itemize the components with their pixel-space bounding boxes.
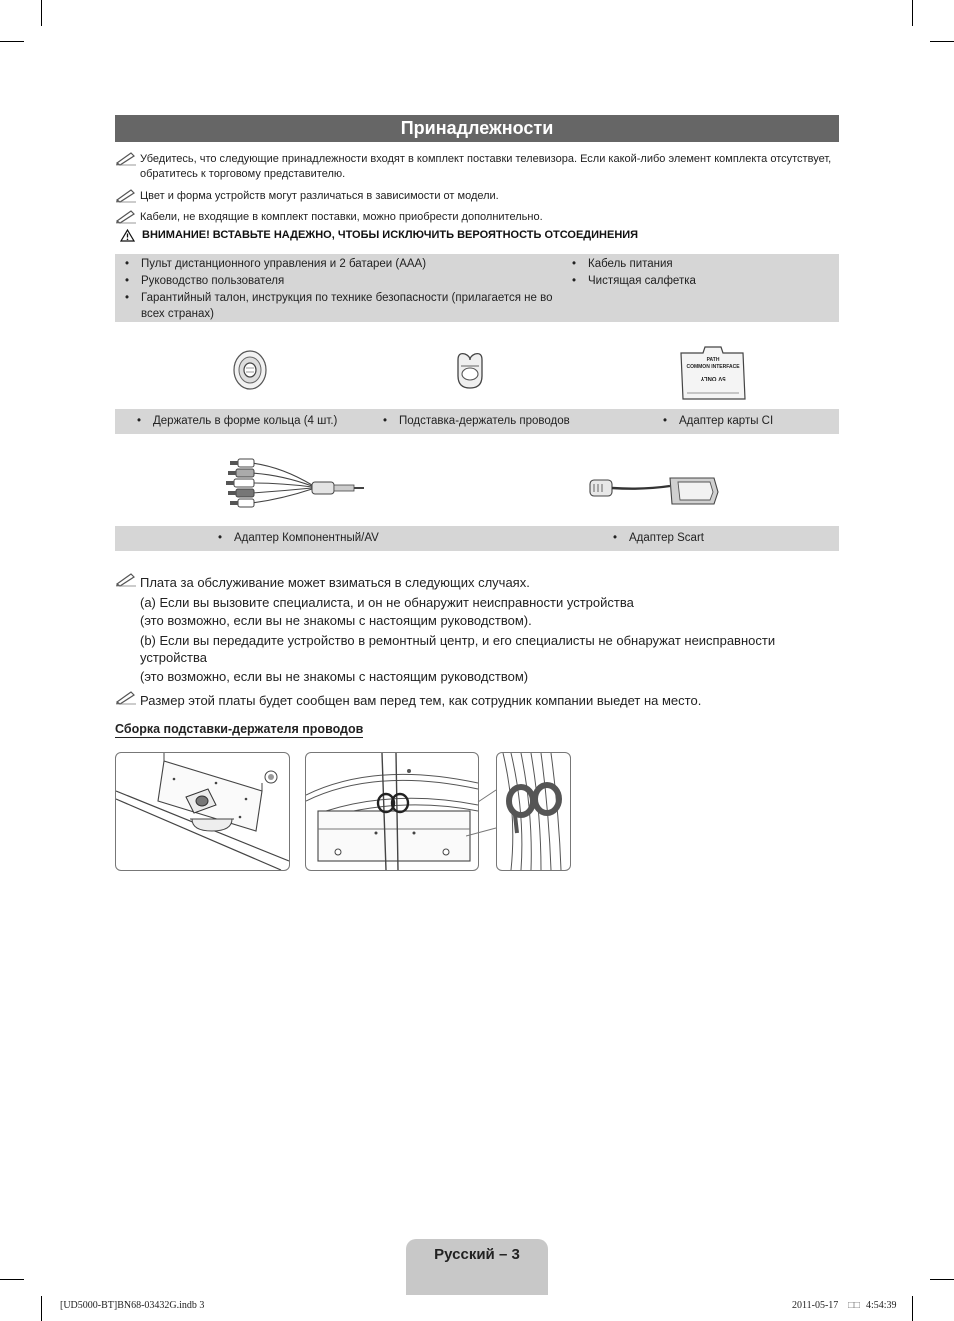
list-item: • Пульт дистанционного управления и 2 батареи (AAA) <box>125 257 561 273</box>
ci-card-label: 5V ONLY <box>700 375 726 381</box>
note-text: Цвет и форма устройств могут различаться в зависимости от модели. <box>140 190 499 202</box>
accessories-list-box <box>115 254 839 322</box>
scart-adapter-image <box>588 470 720 510</box>
zoom-connector-lines <box>466 786 498 838</box>
note-item <box>115 152 839 182</box>
crop-mark <box>0 1279 24 1280</box>
pencil-note-icon <box>115 208 137 224</box>
note-item <box>115 210 839 225</box>
warning-text: ВНИМАНИЕ! ВСТАВЬТЕ НАДЕЖНО, ЧТОБЫ ИСКЛЮЧИТЬ ВЕРОЯТНОСТЬ ОТСОЕДИНЕНИЯ <box>142 229 639 241</box>
crop-mark <box>41 0 42 26</box>
ci-card-label: COMMON INTERFACE <box>686 364 740 370</box>
assembly-step-1-image <box>115 752 290 871</box>
ring-holder-image <box>228 348 274 392</box>
footer-date: 2011-05-17 <box>792 1300 839 1311</box>
crop-mark <box>912 0 913 26</box>
page-title: Принадлежности <box>115 115 839 142</box>
crop-mark <box>912 1296 913 1321</box>
component-av-adapter-image <box>222 455 367 519</box>
pencil-note-icon <box>115 689 137 705</box>
note-text: Кабели, не входящие в комплект поставки, можно приобрести дополнительно. <box>140 211 543 223</box>
list-item: • Адаптер Компонентный/AV <box>218 531 379 547</box>
warning-line <box>120 229 638 241</box>
pencil-note-icon <box>115 187 137 203</box>
crop-mark <box>930 1279 954 1280</box>
crop-mark <box>0 41 24 42</box>
footer-file-info: [UD5000-BT]BN68-03432G.indb 3 <box>60 1300 205 1311</box>
list-item: • Чистящая салфетка <box>572 274 838 290</box>
cable-holder-image <box>448 350 492 392</box>
fee-size-note: Размер этой платы будет сообщен вам перед тем, как сотрудник компании выедет на место. <box>140 693 702 708</box>
list-item: • Держатель в форме кольца (4 шт.) <box>137 414 337 430</box>
assembly-detail-zoom-image <box>496 752 571 871</box>
page-number-tab: Русский – 3 <box>406 1239 548 1295</box>
ci-card-adapter-image <box>677 343 749 401</box>
pencil-note-icon <box>115 150 137 166</box>
list-item: • Подставка-держатель проводов <box>383 414 570 430</box>
assembly-step-2-image <box>305 752 479 871</box>
warning-triangle-icon <box>120 229 135 242</box>
fee-case-a: (a) Если вы вызовите специалиста, и он не обнаружит неисправности устройства <box>140 595 634 610</box>
list-item: • Адаптер Scart <box>613 531 704 547</box>
list-item: • Гарантийный талон, инструкция по технике безопасности (прилагается не во всех странах) <box>125 291 561 322</box>
note-text: Убедитесь, что следующие принадлежности входят в комплект поставки телевизора. Если какой-либо элемент комплекта отсутствует, обратитесь к торговому представителю. <box>140 153 832 180</box>
fee-case-b: (b) Если вы передадите устройство в ремонтный центр, и его специалисты не обнаружат неисправности <box>140 633 776 648</box>
crop-mark <box>41 1296 42 1321</box>
list-item: • Кабель питания <box>572 257 838 273</box>
fee-case-a-note: (это возможно, если вы не знакомы с настоящим руководством). <box>140 613 532 628</box>
accessories-row-box <box>115 409 839 434</box>
ci-card-label: PATH <box>706 357 720 363</box>
pencil-note-icon <box>115 571 137 587</box>
footer-time: 4:54:39 <box>866 1300 897 1311</box>
crop-mark <box>930 41 954 42</box>
list-item: • Адаптер карты CI <box>663 414 773 430</box>
list-item: • Руководство пользователя <box>125 274 561 290</box>
fee-case-b-note: (это возможно, если вы не знакомы с настоящим руководством) <box>140 669 529 684</box>
accessories-row-box <box>115 526 839 551</box>
section-title: Сборка подставки-держателя проводов <box>115 722 364 736</box>
footer-glyphs: □□ <box>848 1300 861 1311</box>
note-item <box>115 189 839 204</box>
fee-intro: Плата за обслуживание может взиматься в следующих случаях. <box>140 575 530 590</box>
fee-case-b-cont: устройства <box>140 650 207 665</box>
